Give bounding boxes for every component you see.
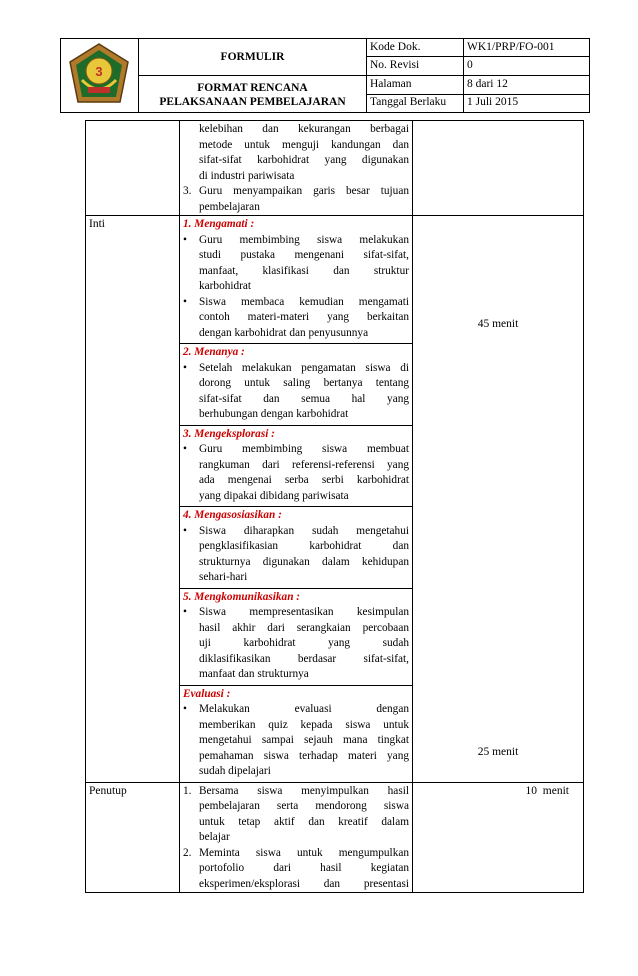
text-line: pembelajaran serta mendorong siswa — [199, 800, 409, 812]
text-line: sehari-hari — [199, 571, 248, 583]
text-line: Guru membimbing siswa membuat — [199, 443, 409, 455]
text-line: kelebihan dan kekurangan berbagai — [199, 123, 409, 135]
list-number: 1. — [183, 784, 192, 797]
text-line: Siswa diharapkan sudah mengetahui — [199, 524, 409, 537]
time-value: 10 menit — [525, 784, 569, 797]
step-title: 4. Mengasosiasikan : — [183, 509, 282, 521]
table-row — [86, 782, 584, 893]
text-line: yang dipakai dibidang pariwisata — [199, 489, 349, 502]
text-line: Bersama siswa menyimpulkan hasil — [199, 784, 409, 797]
meta-value: 8 dari 12 — [467, 78, 508, 90]
logo-cell — [66, 42, 132, 108]
text-line: manfaat, klasifikasi dan struktur — [199, 264, 409, 277]
step-title: 1. Mengamati : — [183, 218, 255, 230]
activity-block-menanya — [180, 344, 412, 426]
time-cell — [413, 121, 584, 216]
text-line: untuk tetap aktif dan kreatif dalam — [199, 815, 409, 828]
text-line: Setelah melakukan pengamatan siswa di — [199, 361, 409, 374]
step-title: Evaluasi : — [183, 687, 231, 700]
form-label: FORMULIR — [220, 50, 285, 63]
activity-block-evaluasi — [180, 686, 412, 782]
bullet-icon: • — [183, 703, 187, 715]
text-line: contoh materi-materi yang berkaitan — [199, 311, 409, 323]
meta-key: No. Revisi — [370, 59, 420, 71]
activity-block-mengamati — [180, 216, 412, 344]
text-line: pengklasifikasian karbohidrat dan — [199, 540, 409, 552]
text-line: karbohidrat — [199, 280, 252, 292]
text-line: manfaat dan strukturnya — [199, 668, 309, 680]
activity-cell — [180, 782, 413, 893]
text-line: di industri pariwisata — [199, 169, 295, 182]
activity-block-mengasosiasikan — [180, 507, 412, 589]
text-line: portofolio dari hasil kegiatan — [199, 862, 409, 874]
text-line: dengan karbohidrat dan penyusunnya — [199, 326, 369, 339]
table-row — [86, 216, 584, 783]
school-logo-icon — [66, 42, 132, 108]
bullet-icon: • — [183, 361, 187, 374]
text-line: Guru menyampaikan garis besar tujuan — [199, 185, 409, 197]
text-line: rangkuman dari referensi-referensi yang — [199, 458, 409, 471]
text-line: Melakukan evaluasi dengan — [199, 703, 409, 715]
format-title-line: FORMAT RENCANA — [197, 81, 308, 94]
header-grid — [60, 38, 590, 113]
step-title: 2. Menanya : — [183, 346, 245, 358]
text-line: dorong untuk saling bertanya tentang — [199, 377, 409, 389]
bullet-icon: • — [183, 524, 187, 537]
text-line: mengetahui sampai sejauh mana tingkat — [199, 734, 409, 746]
text-line: metode untuk menguji kandungan dan — [199, 138, 409, 151]
text-line: ada mengenai serba serbi karbohidrat — [199, 474, 409, 486]
text-line: sifat-sifat dan semua hal yang — [199, 392, 409, 405]
bullet-icon: • — [183, 295, 187, 308]
text-line: Guru membimbing siswa melakukan — [199, 233, 409, 246]
activity-block-mengeksplorasi — [180, 426, 412, 508]
text-line: studi pustaka mengenani sifat-sifat, — [199, 249, 409, 261]
text-line: memberikan quiz kepada siswa untuk — [199, 718, 409, 731]
text-line: Meminta siswa untuk mengumpulkan — [199, 846, 409, 859]
text-line: pembelajaran — [199, 200, 260, 213]
time-cell — [413, 216, 584, 783]
svg-text:3: 3 — [95, 64, 103, 79]
activity-cell — [180, 216, 413, 783]
text-line: hasil akhir dari serangkaian percobaan — [199, 621, 409, 634]
time-value: 25 menit — [477, 746, 519, 758]
activity-cell — [180, 121, 413, 216]
bullet-icon: • — [183, 443, 187, 455]
format-title — [139, 76, 366, 113]
table-row — [86, 121, 584, 216]
text-line: strukturnya digunakan dalam kehidupan — [199, 555, 409, 568]
time-cell — [413, 782, 584, 893]
text-line: sudah dipelajari — [199, 765, 271, 777]
meta-value: 0 — [467, 59, 473, 71]
phase-label: Inti — [86, 216, 180, 783]
meta-key: Tanggal Berlaku — [370, 96, 447, 108]
text-line: Siswa membaca kemudian mengamati — [199, 295, 409, 308]
format-title-line: PELAKSANAAN PEMBELAJARAN — [159, 95, 346, 108]
activity-block-mengkomunikasikan — [180, 589, 412, 686]
step-title: 3. Mengeksplorasi : — [183, 427, 275, 440]
text-line: diklasifikasikan berdasar sifat-sifat, — [199, 652, 409, 665]
bullet-icon: • — [183, 606, 187, 618]
list-number: 3. — [183, 185, 192, 197]
list-number: 2. — [183, 846, 192, 859]
meta-key: Kode Dok. — [370, 41, 421, 53]
text-line: eksperimen/eksplorasi dan presentasi — [199, 877, 409, 890]
phase-cell — [86, 121, 180, 216]
time-value: 45 menit — [477, 318, 519, 330]
meta-value: WK1/PRP/FO-001 — [467, 41, 555, 53]
lesson-plan-table — [85, 120, 584, 893]
bullet-icon: • — [183, 233, 187, 246]
step-title: 5. Mengkomunikasikan : — [183, 590, 301, 603]
phase-label: Penutup — [86, 782, 180, 893]
meta-value: 1 Juli 2015 — [467, 96, 519, 108]
meta-key: Halaman — [370, 78, 412, 90]
text-line: berhubungan dengan karbohidrat — [199, 408, 349, 420]
text-line: sifat-sifat karbohidrat yang digunakan — [199, 154, 409, 166]
text-line: belajar — [199, 831, 230, 843]
text-line: Siswa mempresentasikan kesimpulan — [199, 606, 409, 618]
text-line: uji karbohidrat yang sudah — [199, 637, 409, 649]
text-line: pemahaman siswa terhadap materi yang — [199, 749, 409, 762]
